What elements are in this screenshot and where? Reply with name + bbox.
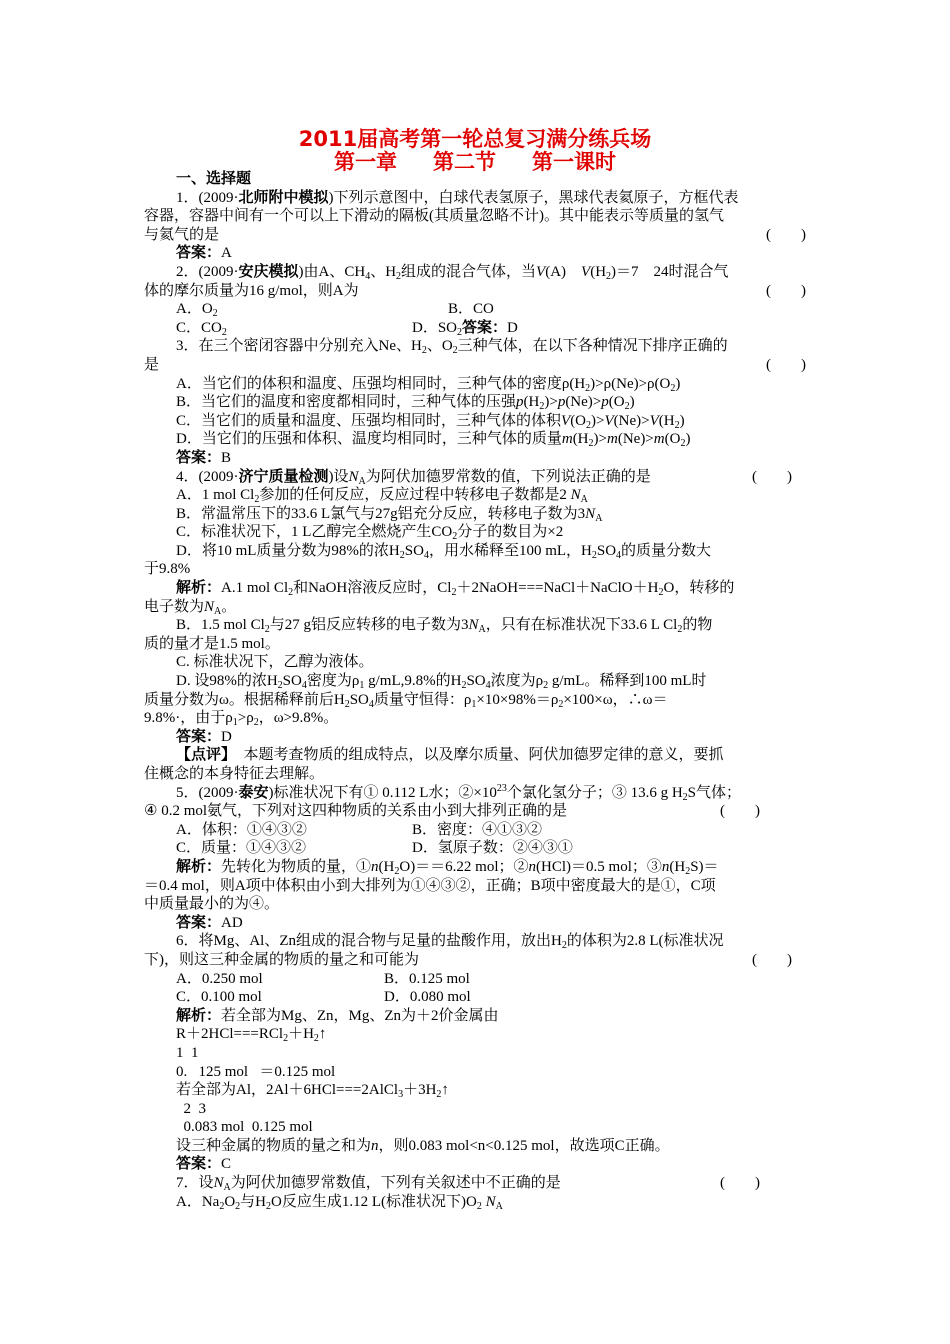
analysis-4-b: 质的量才是1.5 mol。 — [144, 635, 280, 652]
document-title: 2011届高考第一轮总复习满分练兵场 — [298, 127, 652, 151]
answer-5: 答案：AD — [176, 914, 243, 931]
question-5-line: ④ 0.2 mol氨气，下列对这四种物质的关系由小到大排列正确的是 ( ) — [144, 803, 760, 820]
question-5-options: A．体积：①④③② B．密度：④①③② — [176, 821, 543, 838]
question-6-options: A．0.250 mol B．0.125 mol — [176, 970, 470, 987]
question-2-options: C．$CO_2$ D．$SO_2$答案：D — [176, 319, 518, 338]
analysis-4-a: 电子数为$N_A$。 — [144, 598, 237, 617]
question-4-option-d: D．将10 mL质量分数为98%的浓$H_2SO_4$，用水稀释至100 mL，$H_2SO_4$的质量分数大 — [176, 542, 712, 561]
analysis-6: 2 3 — [176, 1100, 206, 1117]
question-2-options: A．$O_2$ B．CO — [176, 301, 494, 320]
comment-4: 【点评】 本题考查物质的组成特点，以及摩尔质量、阿伏加德罗定律的意义，要抓 — [176, 747, 724, 764]
analysis-4-d: D. 设98%的浓$H_2SO_4$密度为$\rho_1$ g/mL,9.8%的$H_2SO_4$浓度为$\rho_2$ g/mL。稀释到100 mL时 — [176, 673, 707, 692]
question-3-option-d: D．当它们的压强和体积、温度均相同时，三种气体的质量$m(H_2)>m(Ne)>m(O_2)$ — [176, 431, 691, 450]
question-6-line: 6．将Mg、Al、Zn组成的混合物与足量的盐酸作用，放出$H_2$的体积为2.8 L(标准状况 — [176, 933, 724, 952]
question-4-option-d: 于9.8% — [144, 561, 191, 578]
question-2-line: 2．(2009·安庆模拟)由A、$CH_4$、$H_2$组成的混合气体，当V(A) $V(H_2)=7$ 24时混合气 — [176, 263, 729, 282]
question-4-option-b: B．常温常压下的33.6 L氯气与27g铝充分反应，转移电子数为$3N_A$ — [176, 505, 603, 524]
analysis-6: 解析：若全部为Mg、Zn，Mg、Zn为＋2价金属由 — [176, 1007, 499, 1024]
question-3-option-b: B．当它们的温度和密度都相同时，三种气体的压强$p(H_2)>p(Ne)>p(O_2)$ — [176, 394, 635, 413]
question-1-line: 1．(2009·北师附中模拟)下列示意图中，白球代表氢原子，黑球代表氦原子，方框代表 — [176, 189, 739, 206]
question-5-options: C．质量：①④③② D．氢原子数：②④③① — [176, 840, 573, 857]
answer-6: 答案：C — [176, 1156, 232, 1173]
question-4-option-c: C．标准状况下，1 L乙醇完全燃烧产生$CO_2$分子的数目为×2 — [176, 524, 564, 543]
document-body — [144, 170, 806, 1211]
analysis-6: 1 1 — [176, 1044, 199, 1061]
chapter-label: 第一章 — [334, 150, 397, 174]
question-3-option-c: C．当它们的质量和温度、压强均相同时，三种气体的体积$V(O_2)>V(Ne)>V(H_2)$ — [176, 412, 685, 431]
answer-4: 答案：D — [176, 728, 232, 745]
question-5-line: 5．(2009·泰安)标准状况下有① 0.112 L水；$②\times 10^{23}$个氯化氢分子；③ 13.6 g $H_2S$气体； — [176, 782, 742, 803]
analysis-6: $R+2HCl===RCl_2+H_2↑$ — [176, 1026, 327, 1045]
comment-4: 住概念的本身特征去理解。 — [144, 766, 325, 782]
analysis-4-d: 质量分数为ω。根据稀释前后$H_2SO_4$质量守恒得：$\rho_1\times 10\times 98\%=\rho_2\times 100\times\omega$，∴ω＝ — [144, 691, 668, 710]
section-heading: 一、选择题 — [176, 171, 252, 187]
answer-3: 答案：B — [176, 449, 232, 466]
analysis-6: 0.083 mol 0.125 mol — [176, 1119, 313, 1136]
question-6-options: C．0.100 mol D．0.080 mol — [176, 989, 471, 1006]
question-4-option-a: A．1 mol $Cl_2$参加的任何反应，反应过程中转移电子数都是2 $N_A$ — [176, 487, 588, 506]
analysis-6: 设三种金属的物质的量之和为n，则0.083 mol<n<0.125 mol，故选项C正确。 — [176, 1137, 670, 1154]
lesson-label: 第一课时 — [532, 150, 616, 174]
question-7-line: 7．设$N_A$为阿伏加德罗常数值，下列有关叙述中不正确的是 ( ) — [176, 1175, 760, 1194]
question-3-option-a: A．当它们的体积和温度、压强均相同时，三种气体的密度$\rho(H_2)>\rho(Ne)>\rho(O_2)$ — [176, 375, 681, 394]
analysis-6: 若全部为Al，$2Al+6HCl===2AlCl_3+3H_2↑$ — [176, 1082, 449, 1101]
question-1-line: 容器，容器中间有一个可以上下滑动的隔板(其质量忽略不计)。其中能表示等质量的氢气 — [144, 208, 724, 225]
analysis-4-b: B．1.5 mol $Cl_2$与27 g铝反应转移的电子数为$3N_A$，只有在标准状况下33.6 L $Cl_2$的物 — [176, 617, 713, 636]
question-2-line: 体的摩尔质量为16 g/mol，则A为 ( ) — [144, 282, 806, 299]
question-1-line: 与氦气的是 ( ) — [144, 226, 806, 243]
section-label: 第二节 — [433, 150, 496, 174]
question-6-line: 下)，则这三种金属的物质的量之和可能为 ( ) — [144, 951, 792, 968]
analysis-4-d: 9.8%·，由于$\rho_1>\rho_2$，ω>9.8%。 — [144, 710, 339, 729]
question-3-line: 3．在三个密闭容器中分别充入Ne、$H_2$、$O_2$三种气体，在以下各种情况下排序正确的 — [176, 338, 728, 357]
analysis-5: ＝0.4 mol，则A项中体积由小到大排列为①④③②，正确；B项中密度最大的是①，C项 — [144, 877, 716, 894]
question-3-line: 是 ( ) — [144, 356, 806, 373]
analysis-6: 0. 125 mol ＝0.125 mol — [176, 1063, 336, 1080]
question-4-line: 4．(2009·济宁质量检测)设$N_A$为阿伏加德罗常数的值，下列说法正确的是 ( ) — [176, 468, 792, 487]
analysis-5: 解析：先转化为物质的量，$①n(H_2O)==6.22$ mol；②n(HCl)＝0.5 mol；$③n(H_2S)=$ — [176, 858, 719, 877]
analysis-4-a: 解析：A.1 mol $Cl_2$和NaOH溶液反应时，$Cl_2+2NaOH===NaCl+NaClO+H_2O$，转移的 — [176, 580, 735, 599]
answer-1: 答案：A — [176, 245, 232, 262]
analysis-5: 中质量最小的为④。 — [144, 896, 280, 913]
analysis-4-c: C. 标准状况下，乙醇为液体。 — [176, 654, 374, 671]
question-7-option-a: A．$Na_2O_2$与$H_2O$反应生成1.12 L(标准状况下)$O_2$ $N_A$ — [176, 1193, 503, 1212]
